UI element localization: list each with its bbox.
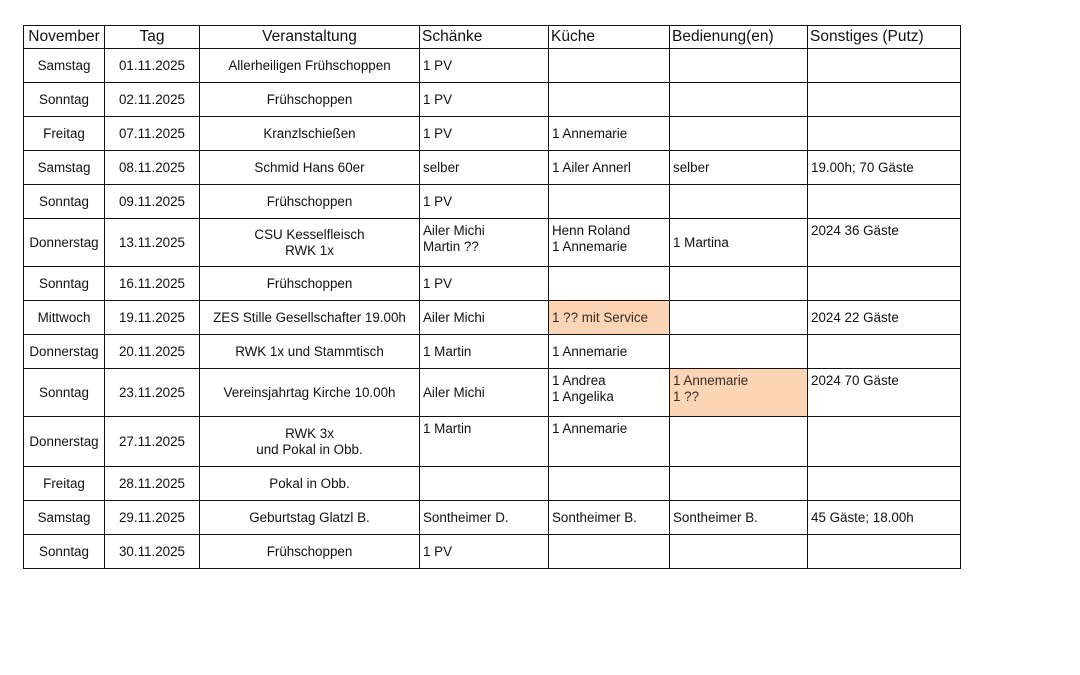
service-staff-cell[interactable] [670, 267, 808, 301]
event-cell-line: ZES Stille Gesellschafter 19.00h [213, 309, 406, 325]
bar-staff-cell[interactable] [420, 151, 549, 185]
event-cell[interactable] [200, 267, 420, 301]
service-staff-cell-line: 1 Annemarie [673, 373, 749, 388]
bar-staff-cell[interactable] [420, 335, 549, 369]
weekday-cell[interactable]: Samstag [24, 49, 105, 83]
event-cell-line: RWK 1x und Stammtisch [235, 343, 384, 359]
header-other: Sonstiges (Putz) [808, 26, 961, 49]
event-cell-line: RWK 1x [285, 242, 334, 258]
kitchen-staff-cell[interactable] [549, 335, 670, 369]
event-cell[interactable] [200, 49, 420, 83]
kitchen-staff-cell-line: 1 Annemarie [552, 343, 628, 359]
table-row [24, 417, 961, 467]
event-cell-line: Pokal in Obb. [269, 475, 350, 491]
service-staff-cell[interactable] [670, 83, 808, 117]
notes-cell[interactable]: 45 Gäste; 18.00h [808, 501, 961, 535]
date-cell[interactable]: 29.11.2025 [105, 501, 200, 535]
table-row [24, 219, 961, 267]
date-cell[interactable]: 07.11.2025 [105, 117, 200, 151]
weekday-cell[interactable]: Sonntag [24, 83, 105, 117]
event-cell-line: Vereinsjahrtag Kirche 10.00h [223, 384, 396, 400]
event-cell-line: RWK 3x [285, 425, 334, 441]
date-cell[interactable]: 02.11.2025 [105, 83, 200, 117]
weekday-cell[interactable]: Mittwoch [24, 301, 105, 335]
service-staff-cell[interactable] [670, 501, 808, 535]
page-title-cut-off [500, 0, 580, 2]
bar-staff-cell-line: 1 PV [423, 275, 453, 291]
bar-staff-cell-line: 1 PV [423, 91, 453, 107]
header-day: Tag [105, 26, 200, 49]
header-bar: Schänke [420, 26, 549, 49]
table-row [24, 535, 961, 569]
event-cell-line: und Pokal in Obb. [256, 441, 363, 457]
date-cell[interactable]: 20.11.2025 [105, 335, 200, 369]
bar-staff-cell[interactable] [420, 185, 549, 219]
event-schedule-table [23, 25, 961, 569]
bar-staff-cell[interactable] [420, 501, 549, 535]
table-row [24, 501, 961, 535]
weekday-cell[interactable]: Donnerstag [24, 417, 105, 467]
table-row [24, 117, 961, 151]
event-cell-line: Frühschoppen [266, 543, 353, 559]
date-cell[interactable]: 27.11.2025 [105, 417, 200, 467]
bar-staff-cell[interactable] [420, 83, 549, 117]
table-row [24, 185, 961, 219]
table-row [24, 151, 961, 185]
kitchen-staff-cell[interactable] [549, 501, 670, 535]
bar-staff-cell-line: Ailer Michi [423, 223, 485, 238]
service-staff-cell[interactable] [670, 417, 808, 467]
notes-cell[interactable] [808, 335, 961, 369]
header-month: November [24, 26, 105, 49]
kitchen-staff-cell[interactable] [549, 83, 670, 117]
bar-staff-cell[interactable] [420, 467, 549, 501]
event-cell[interactable] [200, 301, 420, 335]
kitchen-staff-cell[interactable] [549, 49, 670, 83]
service-staff-cell-line: 1 ?? [673, 389, 700, 404]
bar-staff-cell[interactable] [420, 219, 549, 267]
service-staff-cell[interactable] [670, 49, 808, 83]
weekday-cell[interactable]: Freitag [24, 467, 105, 501]
kitchen-staff-cell-line: Henn Roland [552, 223, 631, 238]
bar-staff-cell-line: 1 PV [423, 125, 453, 141]
table-row [24, 267, 961, 301]
table-row [24, 301, 961, 335]
bar-staff-cell[interactable] [420, 267, 549, 301]
event-cell[interactable] [200, 185, 420, 219]
bar-staff-cell-line: Ailer Michi [423, 384, 485, 400]
service-staff-cell[interactable] [670, 151, 808, 185]
event-cell[interactable] [200, 501, 420, 535]
kitchen-staff-cell[interactable] [549, 467, 670, 501]
table-row [24, 467, 961, 501]
kitchen-staff-cell[interactable] [549, 535, 670, 569]
notes-cell[interactable] [808, 467, 961, 501]
kitchen-staff-cell-line: 1 Angelika [552, 389, 614, 404]
event-cell-line: Allerheiligen Frühschoppen [228, 57, 391, 73]
weekday-cell[interactable]: Sonntag [24, 267, 105, 301]
kitchen-staff-cell[interactable] [549, 219, 670, 267]
date-cell[interactable]: 08.11.2025 [105, 151, 200, 185]
date-cell[interactable]: 01.11.2025 [105, 49, 200, 83]
kitchen-staff-cell-line: 1 Annemarie [552, 125, 628, 141]
notes-cell[interactable] [808, 267, 961, 301]
event-cell[interactable] [200, 117, 420, 151]
header-service: Bedienung(en) [670, 26, 808, 49]
event-cell-line: Kranzlschießen [263, 125, 356, 141]
bar-staff-cell[interactable] [420, 369, 549, 417]
notes-cell[interactable]: 2024 70 Gäste [808, 369, 961, 417]
weekday-cell[interactable]: Sonntag [24, 369, 105, 417]
notes-cell[interactable] [808, 49, 961, 83]
kitchen-staff-cell[interactable] [549, 117, 670, 151]
notes-cell[interactable] [808, 417, 961, 467]
event-cell[interactable] [200, 417, 420, 467]
date-cell[interactable]: 30.11.2025 [105, 535, 200, 569]
event-cell-line: CSU Kesselfleisch [254, 226, 365, 242]
service-staff-cell[interactable] [670, 117, 808, 151]
bar-staff-cell-line: 1 PV [423, 57, 453, 73]
weekday-cell[interactable]: Samstag [24, 151, 105, 185]
service-staff-cell[interactable] [670, 535, 808, 569]
event-cell[interactable] [200, 535, 420, 569]
service-staff-cell[interactable] [670, 467, 808, 501]
bar-staff-cell-line: 1 Martin [423, 421, 472, 436]
date-cell[interactable]: 16.11.2025 [105, 267, 200, 301]
table-row [24, 49, 961, 83]
kitchen-staff-cell[interactable] [549, 151, 670, 185]
service-staff-cell-line: 1 Martina [673, 234, 729, 250]
service-staff-cell[interactable] [670, 185, 808, 219]
notes-cell[interactable] [808, 535, 961, 569]
kitchen-staff-cell-line: 1 ?? mit Service [552, 309, 649, 325]
bar-staff-cell-line: Ailer Michi [423, 309, 485, 325]
notes-cell[interactable]: 2024 22 Gäste [808, 301, 961, 335]
event-cell[interactable] [200, 369, 420, 417]
service-staff-cell[interactable] [670, 301, 808, 335]
event-cell-line: Frühschoppen [266, 193, 353, 209]
bar-staff-cell[interactable] [420, 49, 549, 83]
bar-staff-cell-line: 1 PV [423, 543, 453, 559]
bar-staff-cell[interactable] [420, 535, 549, 569]
kitchen-staff-cell-line: Sontheimer B. [552, 509, 637, 525]
weekday-cell[interactable]: Donnerstag [24, 219, 105, 267]
weekday-cell[interactable]: Sonntag [24, 185, 105, 219]
notes-cell[interactable]: 2024 36 Gäste [808, 219, 961, 267]
bar-staff-cell[interactable] [420, 117, 549, 151]
kitchen-staff-cell[interactable] [549, 267, 670, 301]
date-cell[interactable]: 28.11.2025 [105, 467, 200, 501]
header-row [24, 26, 961, 49]
bar-staff-cell-line: Sontheimer D. [423, 509, 509, 525]
event-cell-line: Schmid Hans 60er [254, 159, 365, 175]
event-cell[interactable] [200, 151, 420, 185]
event-cell-line: Frühschoppen [266, 91, 353, 107]
kitchen-staff-cell[interactable] [549, 301, 670, 335]
table-row [24, 369, 961, 417]
bar-staff-cell-line: Martin ?? [423, 239, 479, 254]
event-cell-line: Frühschoppen [266, 275, 353, 291]
date-cell[interactable]: 13.11.2025 [105, 219, 200, 267]
kitchen-staff-cell[interactable] [549, 369, 670, 417]
kitchen-staff-cell-line: 1 Annemarie [552, 239, 628, 254]
bar-staff-cell-line: selber [423, 159, 460, 175]
bar-staff-cell[interactable] [420, 417, 549, 467]
table-row [24, 335, 961, 369]
date-cell[interactable]: 23.11.2025 [105, 369, 200, 417]
date-cell[interactable]: 09.11.2025 [105, 185, 200, 219]
header-event: Veranstaltung [200, 26, 420, 49]
table-row [24, 83, 961, 117]
weekday-cell[interactable]: Sonntag [24, 535, 105, 569]
bar-staff-cell[interactable] [420, 301, 549, 335]
kitchen-staff-cell[interactable] [549, 417, 670, 467]
event-cell[interactable] [200, 219, 420, 267]
kitchen-staff-cell[interactable] [549, 185, 670, 219]
notes-cell[interactable] [808, 83, 961, 117]
event-cell[interactable] [200, 467, 420, 501]
service-staff-cell-line: selber [673, 159, 710, 175]
weekday-cell[interactable]: Freitag [24, 117, 105, 151]
event-cell[interactable] [200, 335, 420, 369]
kitchen-staff-cell-line: 1 Ailer Annerl [552, 159, 631, 175]
weekday-cell[interactable]: Donnerstag [24, 335, 105, 369]
header-kitchen: Küche [549, 26, 670, 49]
kitchen-staff-cell-line: 1 Annemarie [552, 421, 628, 436]
weekday-cell[interactable]: Samstag [24, 501, 105, 535]
date-cell[interactable]: 19.11.2025 [105, 301, 200, 335]
bar-staff-cell-line: 1 PV [423, 193, 453, 209]
notes-cell[interactable] [808, 117, 961, 151]
notes-cell[interactable]: 19.00h; 70 Gäste [808, 151, 961, 185]
kitchen-staff-cell-line: 1 Andrea [552, 373, 606, 388]
service-staff-cell-line: Sontheimer B. [673, 509, 758, 525]
service-staff-cell[interactable] [670, 219, 808, 267]
bar-staff-cell-line: 1 Martin [423, 343, 472, 359]
event-cell[interactable] [200, 83, 420, 117]
service-staff-cell[interactable] [670, 335, 808, 369]
notes-cell[interactable] [808, 185, 961, 219]
service-staff-cell[interactable] [670, 369, 808, 417]
event-cell-line: Geburtstag Glatzl B. [249, 509, 370, 525]
